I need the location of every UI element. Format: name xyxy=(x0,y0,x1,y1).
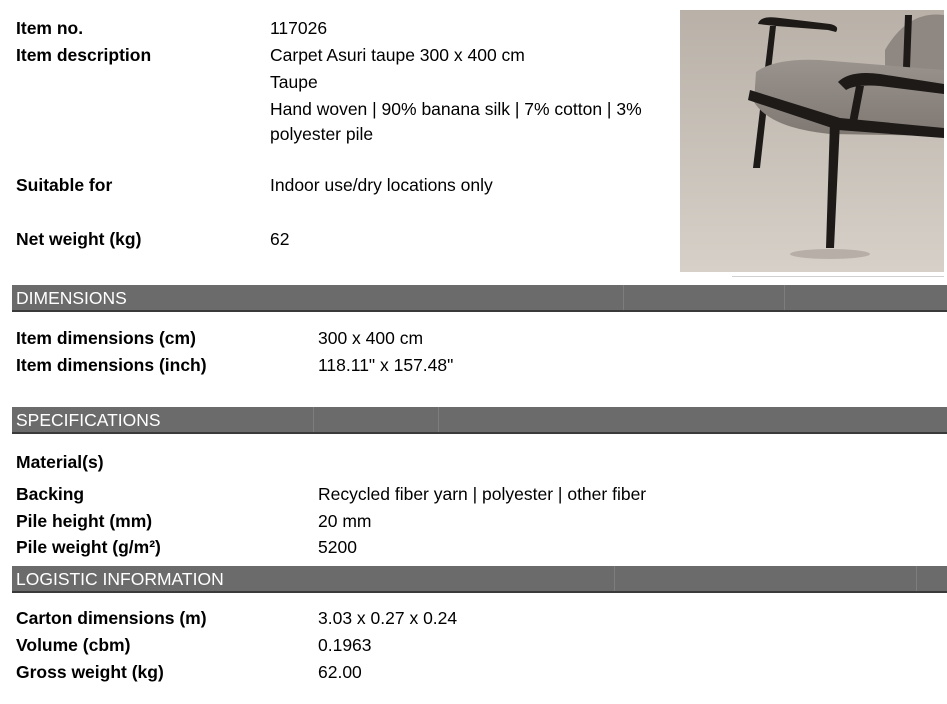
bar-divider xyxy=(438,407,439,432)
dimensions-row-value: 118.11" x 157.48" xyxy=(318,355,454,375)
product-photo xyxy=(680,10,944,272)
specifications-row-label: Backing xyxy=(16,484,85,504)
specifications-row-value: Recycled fiber yarn | polyester | other fiber xyxy=(318,484,647,504)
net-weight-value: 62 xyxy=(270,229,290,249)
section-title: SPECIFICATIONS xyxy=(16,410,161,430)
section-title: LOGISTIC INFORMATION xyxy=(16,569,224,589)
section-bar-specifications xyxy=(12,407,947,434)
logistic-row-value: 0.1963 xyxy=(318,635,372,655)
dimensions-row-label: Item dimensions (inch) xyxy=(16,355,207,375)
specifications-row-value: 5200 xyxy=(318,537,357,557)
suitable-for-value: Indoor use/dry locations only xyxy=(270,175,493,195)
item-description-line: Carpet Asuri taupe 300 x 400 cm xyxy=(270,45,525,65)
bar-divider xyxy=(784,285,785,310)
product-photo-chair-on-rug-icon xyxy=(680,10,944,272)
photo-underline xyxy=(732,276,944,277)
logistic-row-label: Gross weight (kg) xyxy=(16,662,164,682)
section-bar-dimensions xyxy=(12,285,947,312)
item-description-line: Hand woven | 90% banana silk | 7% cotton | 3% xyxy=(270,99,642,119)
logistic-row-label: Volume (cbm) xyxy=(16,635,131,655)
section-title: DIMENSIONS xyxy=(16,288,127,308)
specifications-row-label: Material(s) xyxy=(16,452,104,472)
item-no-value: 117026 xyxy=(270,18,328,38)
specifications-row-label: Pile height (mm) xyxy=(16,511,153,531)
section-bar-logistic xyxy=(12,566,947,593)
bar-divider xyxy=(916,566,917,591)
dimensions-row-label: Item dimensions (cm) xyxy=(16,328,196,348)
net-weight-label: Net weight (kg) xyxy=(16,229,142,249)
item-description-line: polyester pile xyxy=(270,124,374,144)
item-no-label: Item no. xyxy=(16,18,84,38)
item-description-label: Item description xyxy=(16,45,152,65)
bar-divider xyxy=(614,566,615,591)
dimensions-row-value: 300 x 400 cm xyxy=(318,328,424,348)
bar-divider xyxy=(623,285,624,310)
suitable-for-label: Suitable for xyxy=(16,175,113,195)
bar-divider xyxy=(313,407,314,432)
logistic-row-value: 3.03 x 0.27 x 0.24 xyxy=(318,608,458,628)
logistic-row-label: Carton dimensions (m) xyxy=(16,608,207,628)
item-description-line: Taupe xyxy=(270,72,318,92)
specifications-row-value: 20 mm xyxy=(318,511,372,531)
specifications-row-label: Pile weight (g/m²) xyxy=(16,537,161,557)
logistic-row-value: 62.00 xyxy=(318,662,362,682)
